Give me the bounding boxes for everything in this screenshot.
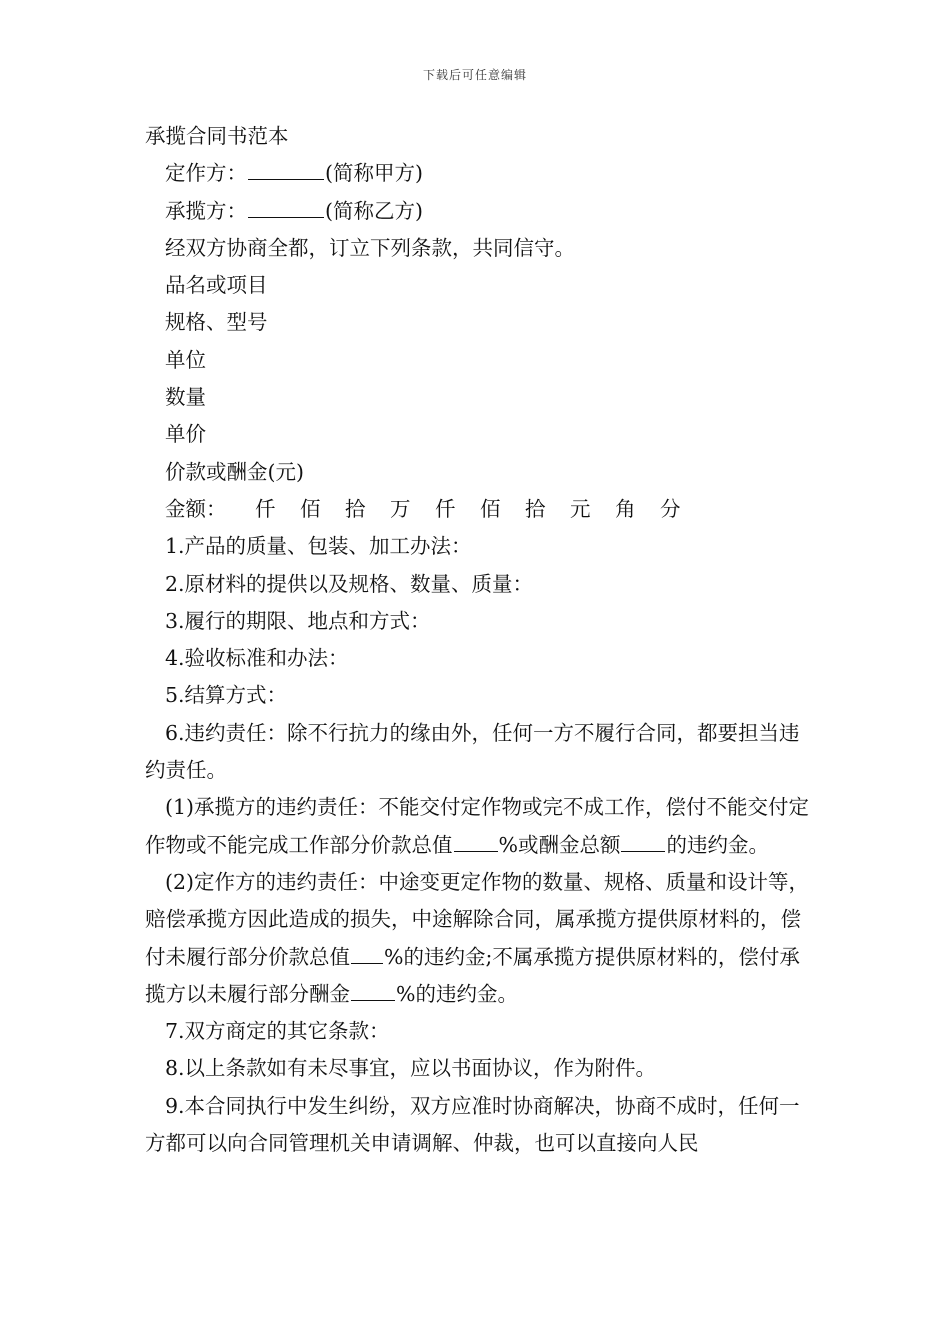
amount-unit: 佰 [300, 496, 321, 521]
party-b-blank [248, 199, 324, 218]
clause-6-2 [145, 864, 810, 1013]
clause-6-1-text-2: %或酬金总额 [498, 832, 621, 857]
field-item-name: 品名或项目 [165, 273, 268, 298]
clause-1: 1.产品的质量、包装、加工办法： [165, 534, 472, 559]
amount-unit: 仟 [255, 496, 276, 521]
clause-6: 6.违约责任：除不行抗力的缘由外，任何一方不履行合同，都要担当违约责任。 [145, 720, 800, 783]
document-body [145, 118, 810, 1162]
page-header: 下载后可任意编辑 [422, 68, 527, 82]
clause-6-2-text-2: %的违约金;不属承揽方提供原材料的，偿付承揽方以未履行部分酬金 [145, 944, 800, 1006]
amount-unit: 仟 [435, 496, 456, 521]
clause-6-1-text: (1)承揽方的违约责任：不能交付定作物或完不成工作，偿付不能交付定作物或不能完成工作部分价款总值 [145, 795, 810, 857]
clause-2: 2.原材料的提供以及规格、数量、质量： [165, 571, 534, 596]
document-title: 承揽合同书范本 [145, 124, 289, 148]
clause-6-2-text: (2)定作方的违约责任：中途变更定作物的数量、规格、质量和设计等，赔偿承揽方因此造成的损失，中途解除合同，属承揽方提供原材料的，偿付未履行部分价款总值 [145, 869, 810, 969]
amount-unit: 分 [660, 496, 681, 521]
clause-6-2-blank-1 [351, 945, 383, 964]
clause-7: 7.双方商定的其它条款： [165, 1019, 390, 1044]
party-a-label: 定作方： [165, 161, 247, 186]
clause-6-2-text-3: %的违约金。 [396, 981, 518, 1006]
clause-9: 9.本合同执行中发生纠纷，双方应准时协商解决，协商不成时，任何一方都可以向合同管理机关申请调解、仲裁，也可以直接向人民 [145, 1093, 800, 1156]
clause-6-1-blank-2 [621, 833, 665, 852]
field-price-or-fee: 价款或酬金(元) [165, 459, 304, 484]
clause-6-1 [145, 789, 810, 864]
party-b-label: 承揽方： [165, 198, 247, 223]
intro-text: 经双方协商全都，订立下列条款，共同信守。 [165, 235, 575, 260]
amount-unit: 拾 [345, 496, 366, 521]
field-unit: 单位 [165, 347, 206, 372]
clause-3: 3.履行的期限、地点和方式： [165, 608, 431, 633]
clause-4: 4.验收标准和办法： [165, 646, 349, 671]
clause-6-1-text-3: 的违约金。 [666, 832, 769, 857]
party-b-line [145, 193, 810, 230]
clause-6-1-blank-1 [454, 833, 498, 852]
amount-unit: 角 [615, 496, 636, 521]
field-unit-price: 单价 [165, 422, 206, 447]
clause-6-2-blank-2 [351, 982, 395, 1001]
amount-unit: 万 [390, 496, 411, 521]
amount-unit: 拾 [525, 496, 546, 521]
party-a-line [145, 155, 810, 192]
amount-unit: 元 [570, 496, 591, 521]
amount-label: 金额： [165, 496, 227, 521]
field-quantity: 数量 [165, 385, 206, 410]
clause-5: 5.结算方式： [165, 683, 288, 708]
amount-unit: 佰 [480, 496, 501, 521]
party-a-blank [248, 161, 324, 180]
amount-line [145, 491, 810, 528]
field-spec-model: 规格、型号 [165, 310, 268, 335]
party-a-suffix: (简称甲方) [325, 161, 423, 186]
clause-8: 8.以上条款如有未尽事宜，应以书面协议，作为附件。 [165, 1056, 657, 1081]
party-b-suffix: (简称乙方) [325, 198, 423, 223]
